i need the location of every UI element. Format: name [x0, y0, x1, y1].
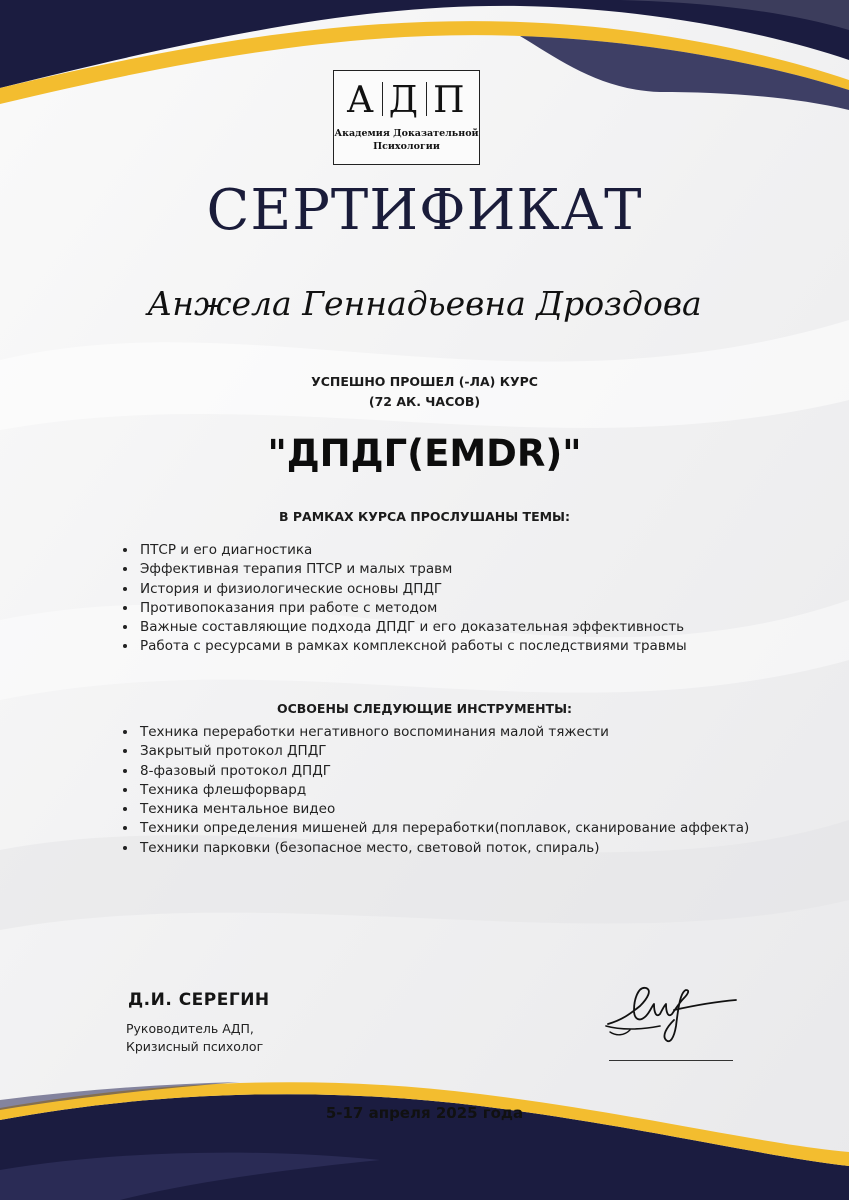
logo-letter-1: А	[346, 80, 376, 121]
list-item: • Противопоказания при работе с методом	[138, 599, 687, 618]
signature-line	[609, 1060, 733, 1061]
signatory-role-line-2: Кризисный психолог	[126, 1039, 264, 1054]
tools-heading: ОСВОЕНЫ СЛЕДУЮЩИЕ ИНСТРУМЕНТЫ:	[276, 701, 573, 716]
list-item: • Работа с ресурсами в рамках комплексной работы с последствиями травмы	[138, 637, 687, 656]
course-completed-line: УСПЕШНО ПРОШЕЛ (-ЛА) КУРС	[311, 374, 538, 389]
logo-caption	[334, 127, 479, 153]
certificate-title: СЕРТИФИКАТ	[206, 178, 643, 243]
logo-separator	[426, 82, 427, 116]
list-item: • Закрытый протокол ДПДГ	[138, 742, 749, 761]
logo-letter-2: Д	[388, 80, 421, 121]
list-item: • Эффективная терапия ПТСР и малых травм	[138, 560, 687, 579]
handwritten-signature	[600, 980, 740, 1050]
course-name: "ДПДГ(EMDR)"	[267, 432, 582, 475]
recipient-name: Анжела Геннадьевна Дроздова	[147, 284, 702, 323]
logo-caption-line-2: Психологии	[373, 141, 440, 152]
logo-caption-line-1: Академия Доказательной	[334, 128, 479, 139]
list-item: • Техника флешфорвард	[138, 781, 749, 800]
logo-separator	[382, 82, 383, 116]
list-item: • Техники парковки (безопасное место, световой поток, спираль)	[138, 839, 749, 858]
signatory-role-line-1: Руководитель АДП,	[126, 1021, 254, 1036]
list-item: • Техники определения мишеней для переработки(поплавок, сканирование аффекта)	[138, 819, 749, 838]
signatory-role	[126, 1020, 263, 1056]
logo-letters	[334, 81, 479, 121]
academy-logo	[333, 70, 480, 165]
course-dates: 5-17 апреля 2025 года	[325, 1104, 524, 1122]
list-item: • Важные составляющие подхода ДПДГ и его доказательная эффективность	[138, 618, 687, 637]
course-hours-line: (72 АК. ЧАСОВ)	[368, 394, 481, 409]
list-item: • Техника ментальное видео	[138, 800, 749, 819]
logo-letter-3: П	[433, 80, 467, 121]
topics-heading: В РАМКАХ КУРСА ПРОСЛУШАНЫ ТЕМЫ:	[278, 509, 571, 524]
list-item: • История и физиологические основы ДПДГ	[138, 580, 687, 599]
list-item: • Техника переработки негативного воспоминания малой тяжести	[138, 723, 749, 742]
tools-list	[118, 723, 749, 858]
list-item: • 8-фазовый протокол ДПДГ	[138, 762, 749, 781]
list-item: • ПТСР и его диагностика	[138, 541, 687, 560]
signatory-name: Д.И. СЕРЕГИН	[128, 990, 270, 1010]
topics-list	[118, 541, 687, 657]
